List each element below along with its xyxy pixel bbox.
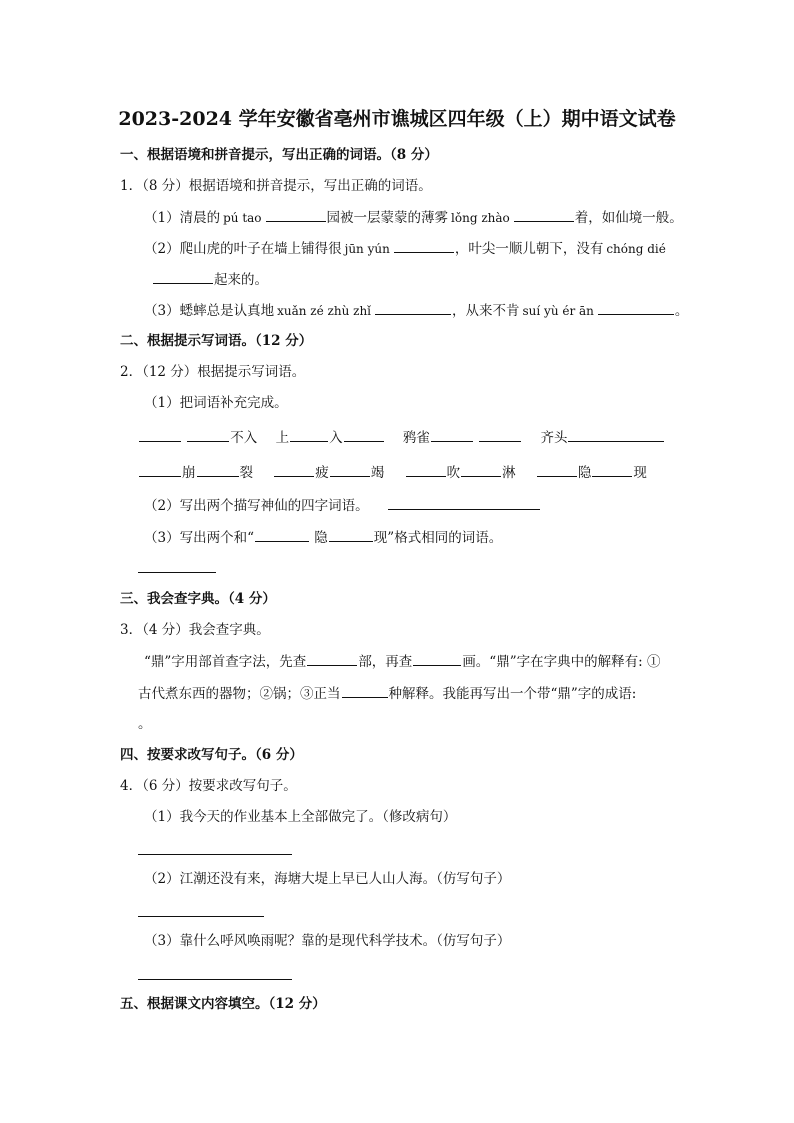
answer-blank[interactable] xyxy=(592,462,632,477)
pinyin: jūn yún xyxy=(344,242,390,256)
answer-blank[interactable] xyxy=(406,462,446,477)
section-3-heading: 三、我会查字典。（4 分） xyxy=(120,591,276,607)
text: 种解释。我能再写出一个带“鼎”字的成语: xyxy=(388,686,637,702)
text: 古代煮东西的器物；②锅；③正当 xyxy=(138,686,341,702)
section-2-heading: 二、根据提示写词语。（12 分） xyxy=(120,333,313,349)
answer-blank[interactable] xyxy=(375,300,451,315)
answer-line[interactable] xyxy=(138,916,264,917)
text: 淋 xyxy=(502,465,516,481)
text: 园被一层蒙蒙的薄雾 xyxy=(326,210,449,226)
text: 着，如仙境一般。 xyxy=(574,210,683,226)
text: 现”格式相同的词语。 xyxy=(373,530,503,546)
text: 鸦雀 xyxy=(402,430,430,446)
answer-blank[interactable] xyxy=(568,427,664,442)
text: 部，再查 xyxy=(358,654,413,670)
text: 竭 xyxy=(370,465,385,481)
q1-item-1 xyxy=(144,207,683,228)
answer-line[interactable] xyxy=(138,572,216,573)
answer-blank[interactable] xyxy=(431,427,473,442)
question-3: 3．（4 分）我会查字典。 xyxy=(120,622,270,638)
q3-line-3: 。 xyxy=(138,716,152,732)
text: （3）蟋蟀总是认真地 xyxy=(144,303,275,319)
q3-line-1 xyxy=(144,651,660,672)
text: （3）写出两个和“ xyxy=(144,530,254,546)
answer-blank[interactable] xyxy=(255,527,309,542)
answer-line[interactable] xyxy=(138,854,292,855)
answer-blank[interactable] xyxy=(139,427,181,442)
answer-blank[interactable] xyxy=(413,651,461,666)
text: 吹 xyxy=(446,465,461,481)
text: 疲 xyxy=(315,465,329,481)
pinyin: chóng dié xyxy=(606,242,666,256)
answer-blank[interactable] xyxy=(330,462,370,477)
question-2: 2．（12 分）根据提示写词语。 xyxy=(120,364,306,380)
answer-blank[interactable] xyxy=(394,238,454,253)
answer-blank[interactable] xyxy=(329,527,373,542)
question-4: 4．（6 分）按要求改写句子。 xyxy=(120,778,297,794)
text: （1）清晨的 xyxy=(144,210,221,226)
answer-blank[interactable] xyxy=(344,427,384,442)
text: 入 xyxy=(329,430,343,446)
answer-blank[interactable] xyxy=(266,207,326,222)
page-title: 2023-2024 学年安徽省亳州市谯城区四年级（上）期中语文试卷 xyxy=(118,108,676,130)
text: 崩 xyxy=(182,465,196,481)
q2-item-3 xyxy=(144,527,502,548)
answer-blank[interactable] xyxy=(342,683,388,698)
text: 隐 xyxy=(314,530,328,546)
text: ，从来不肯 xyxy=(452,303,520,319)
q2-word-row-2 xyxy=(138,462,647,483)
answer-blank[interactable] xyxy=(187,427,229,442)
section-4-heading: 四、按要求改写句子。（6 分） xyxy=(120,747,303,763)
question-1: 1．（8 分）根据语境和拼音提示，写出正确的词语。 xyxy=(120,178,432,194)
section-5-heading: 五、根据课文内容填空。（12 分） xyxy=(120,996,326,1012)
pinyin: suí yù ér ān xyxy=(522,304,594,318)
text: “鼎”字用部首查字法，先查 xyxy=(144,654,307,670)
answer-blank[interactable] xyxy=(290,427,328,442)
answer-blank[interactable] xyxy=(479,427,521,442)
answer-blank[interactable] xyxy=(274,462,314,477)
pinyin: xuǎn zé zhù zhǐ xyxy=(277,304,372,318)
answer-blank[interactable] xyxy=(197,462,239,477)
q4-item-1: （1）我今天的作业基本上全部做完了。（修改病句） xyxy=(144,809,457,825)
q3-line-2 xyxy=(138,683,636,704)
text: 现 xyxy=(633,465,647,481)
text: 上 xyxy=(275,430,290,446)
q4-item-2: （2）江潮还没有来，海塘大堤上早已人山人海。（仿写句子） xyxy=(144,871,511,887)
answer-blank[interactable] xyxy=(514,207,574,222)
pinyin: lǒng zhào xyxy=(451,211,510,225)
answer-blank[interactable] xyxy=(388,495,540,510)
q2-item-1: （1）把词语补充完成。 xyxy=(144,395,288,411)
text: 齐头 xyxy=(540,430,568,446)
q2-item-2 xyxy=(144,495,541,516)
text: 画。“鼎”字在字典中的解释有: ① xyxy=(462,654,661,670)
q2-word-row-1 xyxy=(138,427,665,448)
answer-blank[interactable] xyxy=(139,462,181,477)
text: 。 xyxy=(674,303,689,319)
answer-blank[interactable] xyxy=(461,462,501,477)
text: （2）写出两个描写神仙的四字词语。 xyxy=(144,498,369,514)
pinyin: pú tao xyxy=(223,211,262,225)
text: 隐 xyxy=(577,465,592,481)
answer-blank[interactable] xyxy=(153,269,213,284)
text: ，叶尖一顺儿朝下，没有 xyxy=(454,241,604,257)
answer-line[interactable] xyxy=(138,979,292,980)
answer-blank[interactable] xyxy=(307,651,357,666)
answer-blank[interactable] xyxy=(537,462,577,477)
q1-item-2 xyxy=(144,238,669,259)
q1-item-3 xyxy=(144,300,688,321)
q1-item-2-cont xyxy=(152,269,268,290)
text: 不入 xyxy=(230,430,258,446)
section-1-heading: 一、根据语境和拼音提示，写出正确的词语。（8 分） xyxy=(120,147,438,163)
q4-item-3: （3）靠什么呼风唤雨呢？靠的是现代科学技术。（仿写句子） xyxy=(144,933,511,949)
text: 起来的。 xyxy=(214,272,268,288)
text: （2）爬山虎的叶子在墙上铺得很 xyxy=(144,241,342,257)
text: 裂 xyxy=(239,465,253,481)
answer-blank[interactable] xyxy=(598,300,674,315)
